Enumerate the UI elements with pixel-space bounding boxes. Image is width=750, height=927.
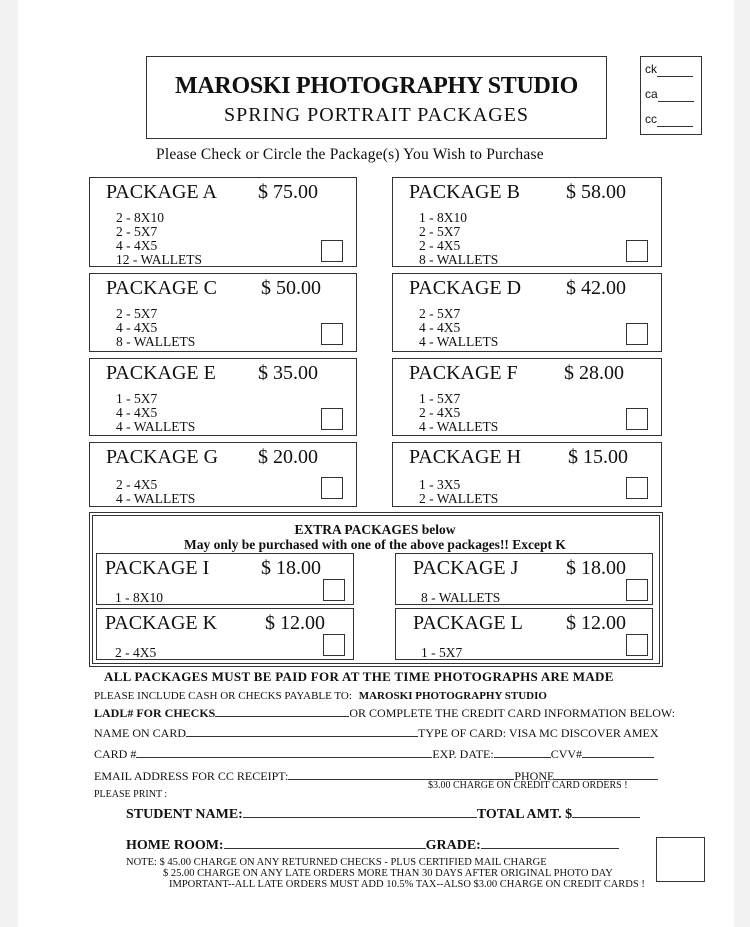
student-name-line [126, 804, 640, 823]
notes [126, 857, 645, 890]
package-name: PACKAGE B [409, 181, 520, 203]
item: 8 - WALLETS [116, 334, 196, 349]
card-number-label: CARD # [94, 747, 137, 761]
package-d-checkbox[interactable] [626, 323, 648, 345]
name-on-card-field[interactable] [186, 725, 418, 737]
ca-line [658, 87, 694, 102]
item: 1 - 5X7 [116, 391, 158, 406]
payable-line [94, 690, 547, 702]
note-line: $ 25.00 CHARGE ON ANY LATE ORDERS MORE THAN 30 DAYS AFTER ORIGINAL PHOTO DAY [163, 868, 613, 879]
package-name: PACKAGE C [106, 277, 217, 299]
package-h-checkbox[interactable] [626, 477, 648, 499]
package-items [419, 478, 498, 506]
package-f-checkbox[interactable] [626, 408, 648, 430]
home-room-label: HOME ROOM: [126, 838, 224, 853]
package-l-checkbox[interactable] [626, 634, 648, 656]
package-items [419, 392, 498, 434]
email-label: EMAIL ADDRESS FOR CC RECEIPT: [94, 769, 289, 783]
card-number-field[interactable] [136, 746, 432, 758]
ck-row[interactable] [641, 57, 701, 82]
packages-subtitle: SPRING PORTRAIT PACKAGES [223, 104, 530, 126]
package-price: $ 42.00 [566, 277, 626, 299]
package-items [419, 307, 498, 349]
package-d [392, 273, 662, 352]
item: 4 - 4X5 [116, 320, 158, 335]
please-print-label: PLEASE PRINT : [94, 789, 168, 800]
item: 8 - WALLETS [419, 252, 499, 267]
cc-label: cc [645, 112, 657, 126]
package-j-checkbox[interactable] [626, 579, 648, 601]
item: 4 - WALLETS [116, 491, 196, 506]
package-name: PACKAGE D [409, 277, 522, 299]
package-price: $ 15.00 [568, 446, 628, 468]
package-name: PACKAGE J [413, 557, 519, 579]
package-c-checkbox[interactable] [321, 323, 343, 345]
package-e [89, 358, 357, 436]
ck-label: ck [645, 62, 657, 76]
payment-notice: ALL PACKAGES MUST BE PAID FOR AT THE TIME PHOTOGRAPHS ARE MADE [104, 669, 614, 684]
package-name: PACKAGE L [413, 612, 523, 634]
package-a [89, 177, 357, 267]
card-type-label: TYPE OF CARD: VISA MC DISCOVER AMEX [418, 726, 659, 740]
package-g-checkbox[interactable] [321, 477, 343, 499]
item: 2 - 8X10 [116, 210, 164, 225]
package-name: PACKAGE G [106, 446, 219, 468]
cc-charge-note: $3.00 CHARGE ON CREDIT CARD ORDERS ! [428, 780, 628, 791]
package-e-checkbox[interactable] [321, 408, 343, 430]
total-amt-field[interactable] [572, 804, 640, 818]
total-amt-label: TOTAL AMT. $ [476, 807, 573, 822]
payment-method-box [640, 56, 702, 135]
package-name: PACKAGE A [106, 181, 217, 203]
ca-row[interactable] [641, 82, 701, 107]
item: 4 - 4X5 [116, 405, 158, 420]
ck-line [657, 62, 693, 77]
email-field[interactable] [288, 768, 514, 780]
home-room-line [126, 835, 619, 854]
item: 4 - WALLETS [419, 334, 499, 349]
package-items [419, 211, 498, 267]
package-price: $ 18.00 [566, 557, 626, 579]
cvv-field[interactable] [582, 746, 654, 758]
extra-heading: EXTRA PACKAGES below [294, 522, 456, 537]
package-items [421, 646, 462, 660]
package-j [395, 553, 653, 605]
item: 8 - WALLETS [421, 590, 501, 605]
ca-label: ca [645, 87, 658, 101]
package-name: PACKAGE E [106, 362, 216, 384]
item: 2 - 5X7 [419, 224, 461, 239]
package-price: $ 50.00 [261, 277, 321, 299]
cc-line [657, 112, 693, 127]
package-b-checkbox[interactable] [626, 240, 648, 262]
item: 4 - WALLETS [116, 419, 196, 434]
exp-date-field[interactable] [494, 746, 551, 758]
item: 2 - WALLETS [419, 491, 499, 506]
item: 2 - 4X5 [419, 238, 461, 253]
cc-row[interactable] [641, 107, 701, 132]
name-on-card-label: NAME ON CARD [94, 726, 187, 740]
package-c [89, 273, 357, 352]
ladl-label: LADL# FOR CHECKS [94, 706, 216, 720]
package-items [116, 211, 202, 267]
package-k [96, 608, 354, 660]
package-price: $ 12.00 [265, 612, 325, 634]
ladl-line [94, 705, 675, 721]
title-box [146, 56, 607, 139]
package-price: $ 28.00 [564, 362, 624, 384]
package-l [395, 608, 653, 660]
item: 12 - WALLETS [116, 252, 202, 267]
package-a-checkbox[interactable] [321, 240, 343, 262]
package-items [116, 307, 195, 349]
phone-label: PHONE [514, 769, 555, 783]
item: 4 - 4X5 [419, 320, 461, 335]
package-h [392, 442, 662, 507]
cvv-label: CVV# [550, 747, 583, 761]
extra-packages-heading [89, 522, 661, 552]
studio-title: MAROSKI PHOTOGRAPHY STUDIO [175, 73, 578, 99]
exp-date-label: EXP. DATE: [432, 747, 494, 761]
package-items [116, 478, 195, 506]
package-price: $ 20.00 [258, 446, 318, 468]
name-on-card-line [94, 725, 659, 741]
payable-to: MAROSKI PHOTOGRAPHY STUDIO [358, 690, 547, 702]
instruction-text: Please Check or Circle the Package(s) You Wish to Purchase [156, 146, 544, 163]
package-i-checkbox[interactable] [323, 579, 345, 601]
package-k-checkbox[interactable] [323, 634, 345, 656]
order-form-page [18, 0, 734, 927]
package-price: $ 35.00 [258, 362, 318, 384]
package-items [421, 591, 500, 605]
student-name-field[interactable] [243, 804, 477, 818]
package-items [115, 646, 156, 660]
item: 4 - 4X5 [116, 238, 158, 253]
package-items [115, 591, 163, 605]
package-name: PACKAGE H [409, 446, 522, 468]
item: 1 - 8X10 [115, 590, 163, 605]
grade-field[interactable] [481, 835, 619, 849]
package-items [116, 392, 195, 434]
package-price: $ 75.00 [258, 181, 318, 203]
package-name: PACKAGE I [105, 557, 210, 579]
office-use-box[interactable] [656, 837, 705, 882]
item: 2 - 5X7 [116, 306, 158, 321]
home-room-field[interactable] [224, 835, 426, 849]
package-price: $ 12.00 [566, 612, 626, 634]
phone-field[interactable] [554, 768, 658, 780]
card-number-line [94, 746, 654, 762]
item: 4 - WALLETS [419, 419, 499, 434]
item: 2 - 5X7 [419, 306, 461, 321]
item: 1 - 3X5 [419, 477, 461, 492]
item: 2 - 4X5 [115, 645, 157, 660]
grade-label: GRADE: [425, 838, 481, 853]
ladl-field[interactable] [215, 705, 349, 717]
package-price: $ 58.00 [566, 181, 626, 203]
package-price: $ 18.00 [261, 557, 321, 579]
item: 1 - 5X7 [421, 645, 463, 660]
package-g [89, 442, 357, 507]
item: 2 - 5X7 [116, 224, 158, 239]
payable-label: PLEASE INCLUDE CASH OR CHECKS PAYABLE TO: [94, 690, 352, 702]
item: 2 - 4X5 [419, 405, 461, 420]
package-b [392, 177, 662, 267]
package-i [96, 553, 354, 605]
item: 2 - 4X5 [116, 477, 158, 492]
package-name: PACKAGE K [105, 612, 218, 634]
package-name: PACKAGE F [409, 362, 518, 384]
package-f [392, 358, 662, 436]
note-line: IMPORTANT--ALL LATE ORDERS MUST ADD 10.5% TAX--ALSO $3.00 CHARGE ON CREDIT CARDS ! [169, 879, 645, 890]
item: 1 - 5X7 [419, 391, 461, 406]
extra-subheading: May only be purchased with one of the above packages!! Except K [184, 537, 566, 552]
student-name-label: STUDENT NAME: [126, 807, 243, 822]
note-line: NOTE: $ 45.00 CHARGE ON ANY RETURNED CHECKS - PLUS CERTIFIED MAIL CHARGE [126, 857, 547, 868]
credit-info: OR COMPLETE THE CREDIT CARD INFORMATION BELOW: [349, 706, 676, 720]
item: 1 - 8X10 [419, 210, 467, 225]
